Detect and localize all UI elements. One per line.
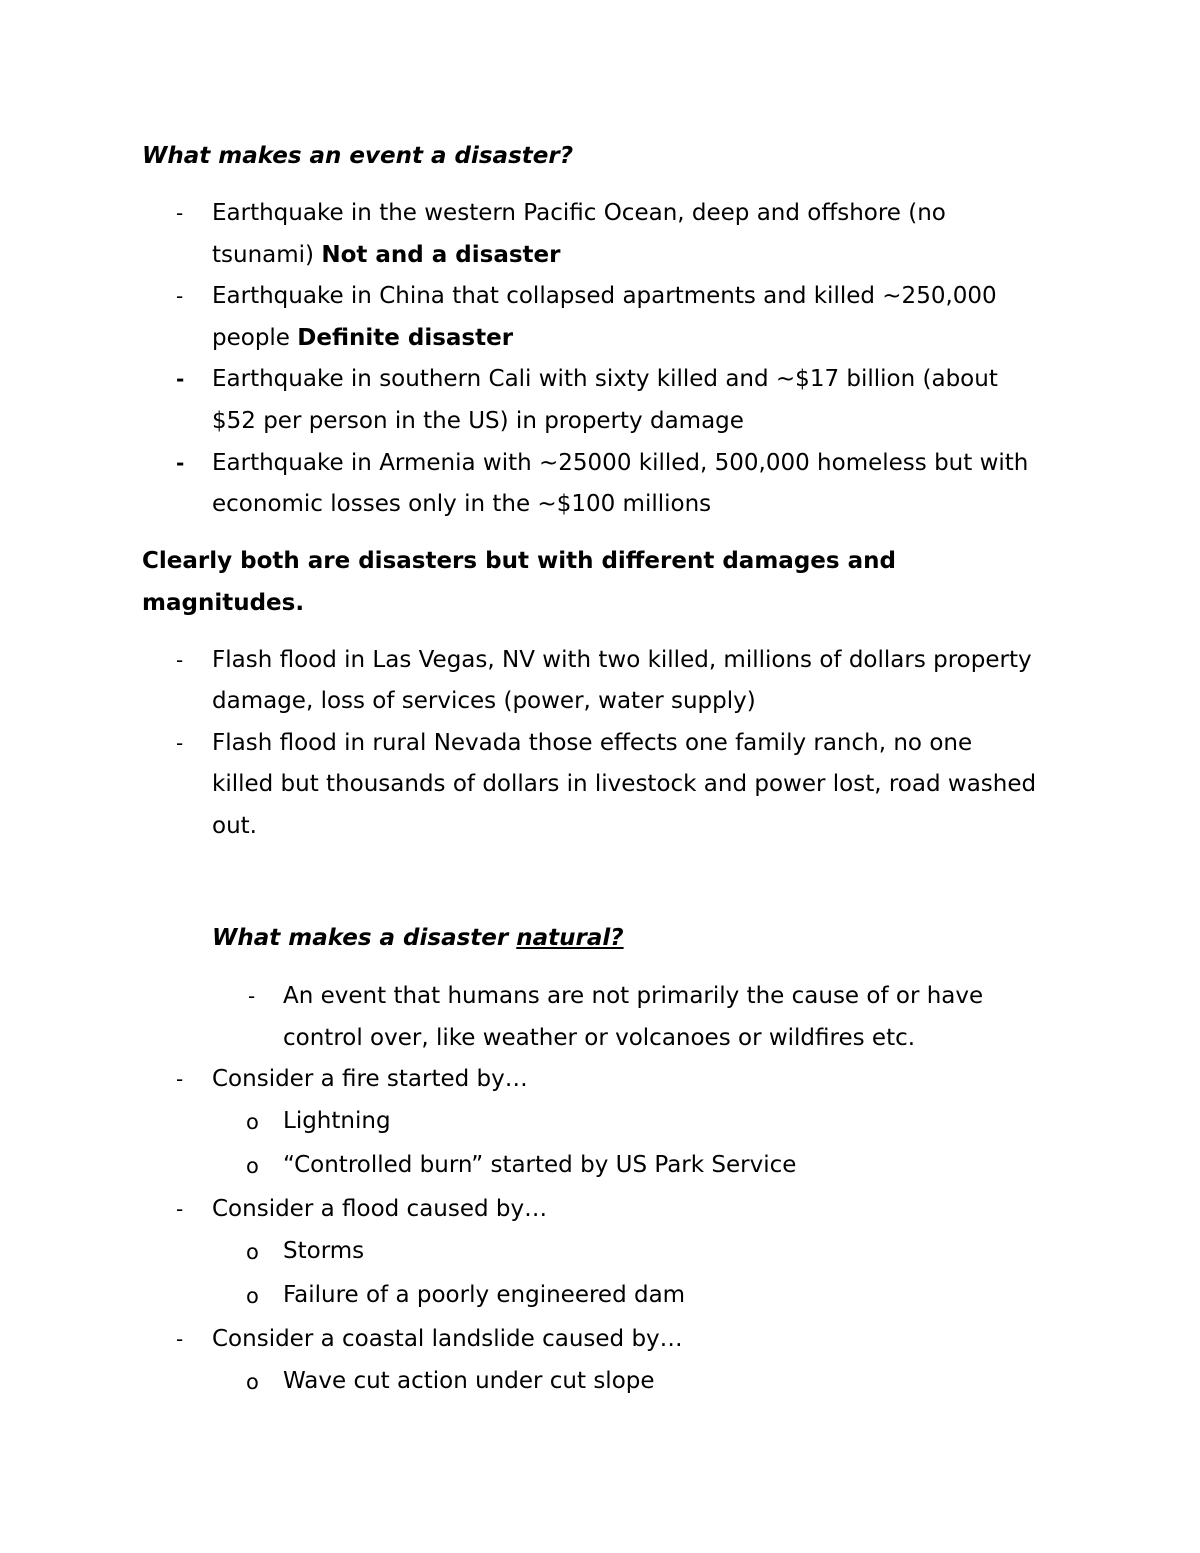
landslide-label: Consider a coastal landslide caused by… xyxy=(212,1326,683,1352)
eq2-line1: Earthquake in China that collapsed apartments and killed ~250,000 xyxy=(212,283,997,309)
dash-bullet: - xyxy=(176,1197,184,1221)
dash-bullet: - xyxy=(176,648,184,672)
fire-item-2: “Controlled burn” started by US Park Service xyxy=(283,1152,797,1178)
dash-bullet: - xyxy=(176,367,185,391)
conclusion-line1: Clearly both are disasters but with different damages and xyxy=(142,548,896,574)
eq2-text: people xyxy=(212,325,290,351)
natural-def-line1: An event that humans are not primarily the cause of or have xyxy=(283,983,984,1009)
heading-natural-underlined: natural? xyxy=(516,925,624,951)
flood-item-1: Storms xyxy=(283,1238,365,1264)
ff1-line1: Flash flood in Las Vegas, NV with two killed, millions of dollars property xyxy=(212,647,1032,673)
heading-natural-prefix: What makes a disaster xyxy=(212,925,517,951)
ff2-line2: killed but thousands of dollars in livestock and power lost, road washed xyxy=(212,771,1037,797)
eq1-text: tsunami) xyxy=(212,242,315,268)
eq3-line1: Earthquake in southern Cali with sixty killed and ~$17 billion (about xyxy=(212,366,998,392)
eq4-line1: Earthquake in Armenia with ~25000 killed, 500,000 homeless but with xyxy=(212,450,1029,476)
fire-item-1: Lightning xyxy=(283,1108,391,1134)
eq4-line2: economic losses only in the ~$100 millions xyxy=(212,491,712,517)
dash-bullet: - xyxy=(248,984,256,1008)
circle-bullet: o xyxy=(246,1370,259,1394)
heading-disaster: What makes an event a disaster? xyxy=(142,143,574,169)
eq1-line2 xyxy=(212,241,560,269)
dash-bullet: - xyxy=(176,451,185,475)
eq2-line2 xyxy=(212,324,513,352)
flood-label: Consider a flood caused by… xyxy=(212,1196,548,1222)
heading-natural xyxy=(212,924,624,952)
ff1-line2: damage, loss of services (power, water supply) xyxy=(212,688,756,714)
circle-bullet: o xyxy=(246,1284,259,1308)
dash-bullet: - xyxy=(176,731,184,755)
circle-bullet: o xyxy=(246,1240,259,1264)
dash-bullet: - xyxy=(176,201,184,225)
dash-bullet: - xyxy=(176,1067,184,1091)
eq2-verdict: Definite disaster xyxy=(297,325,514,351)
ff2-line3: out. xyxy=(212,813,257,839)
circle-bullet: o xyxy=(246,1110,259,1134)
circle-bullet: o xyxy=(246,1154,259,1178)
fire-label: Consider a fire started by… xyxy=(212,1066,528,1092)
landslide-item-1: Wave cut action under cut slope xyxy=(283,1368,655,1394)
eq3-line2: $52 per person in the US) in property damage xyxy=(212,408,744,434)
dash-bullet: - xyxy=(176,284,184,308)
natural-def-line2: control over, like weather or volcanoes or wildfires etc. xyxy=(283,1025,916,1051)
ff2-line1: Flash flood in rural Nevada those effects one family ranch, no one xyxy=(212,730,973,756)
flood-item-2: Failure of a poorly engineered dam xyxy=(283,1282,686,1308)
eq1-verdict: Not and a disaster xyxy=(321,242,561,268)
dash-bullet: - xyxy=(176,1327,184,1351)
eq1-line1: Earthquake in the western Pacific Ocean, deep and offshore (no xyxy=(212,200,946,226)
conclusion-line2: magnitudes. xyxy=(142,590,305,616)
